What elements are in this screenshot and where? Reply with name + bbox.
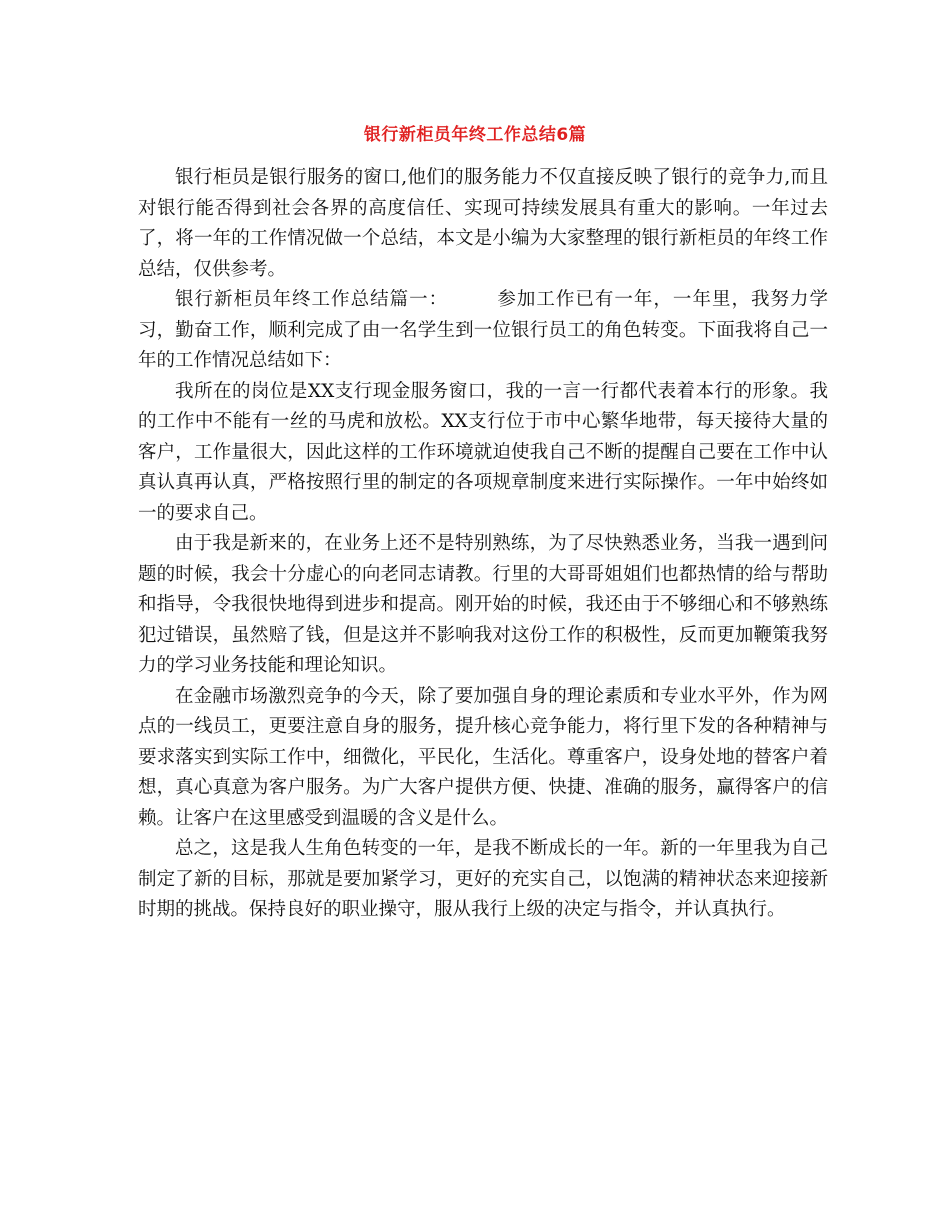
paragraph-intro: 银行柜员是银行服务的窗口,他们的服务能力不仅直接反映了银行的竞争力,而且对银行能否得到社会各界的高度信任、实现可持续发展具有重大的影响。一年过去了，将一年的工作情况做一个总结，本文是小编为大家整理的银行新柜员的年终工作总结，仅供参考。	[138, 167, 828, 280]
paragraph-service: 在金融市场激烈竞争的今天，除了要加强自身的理论素质和专业水平外，作为网点的一线员工，更要注意自身的服务，提升核心竞争能力，将行里下发的各种精神与要求落实到实际工作中，细微化，平民化，生活化。尊重客户，设身处地的替客户着想，真心真意为客户服务。为广大客户提供方便、快捷、准确的服务，赢得客户的信赖。让客户在这里感受到温暖的含义是什么。	[138, 685, 828, 829]
document-title: 银行新柜员年终工作总结6篇	[363, 125, 587, 145]
paragraph-chapter-one: 银行新柜员年终工作总结篇一： 参加工作已有一年，一年里，我努力学习，勤奋工作，顺利完成了由一名学生到一位银行员工的角色转变。下面我将自己一年的工作情况总结如下：	[138, 289, 828, 371]
document-body	[138, 163, 828, 926]
paragraph-position: 我所在的岗位是XX支行现金服务窗口，我的一言一行都代表着本行的形象。我的工作中不能有一丝的马虎和放松。XX支行位于市中心繁华地带，每天接待大量的客户，工作量很大，因此这样的工作环境就迫使我自己不断的提醒自己要在工作中认真认真再认真，严格按照行里的制定的各项规章制度来进行实际操作。一年中始终如一的要求自己。	[138, 380, 828, 524]
paragraph-conclusion: 总之，这是我人生角色转变的一年，是我不断成长的一年。新的一年里我为自己制定了新的目标，那就是要加紧学习，更好的充实自己，以饱满的精神状态来迎接新时期的挑战。保持良好的职业操守，服从我行上级的决定与指令，并认真执行。	[138, 838, 828, 920]
paragraph-learning: 由于我是新来的，在业务上还不是特别熟练，为了尽快熟悉业务，当我一遇到问题的时候，我会十分虚心的向老同志请教。行里的大哥哥姐姐们也都热情的给与帮助和指导，令我很快地得到进步和提高。刚开始的时候，我还由于不够细心和不够熟练犯过错误，虽然赔了钱，但是这并不影响我对这份工作的积极性，反而更加鞭策我努力的学习业务技能和理论知识。	[138, 533, 828, 676]
